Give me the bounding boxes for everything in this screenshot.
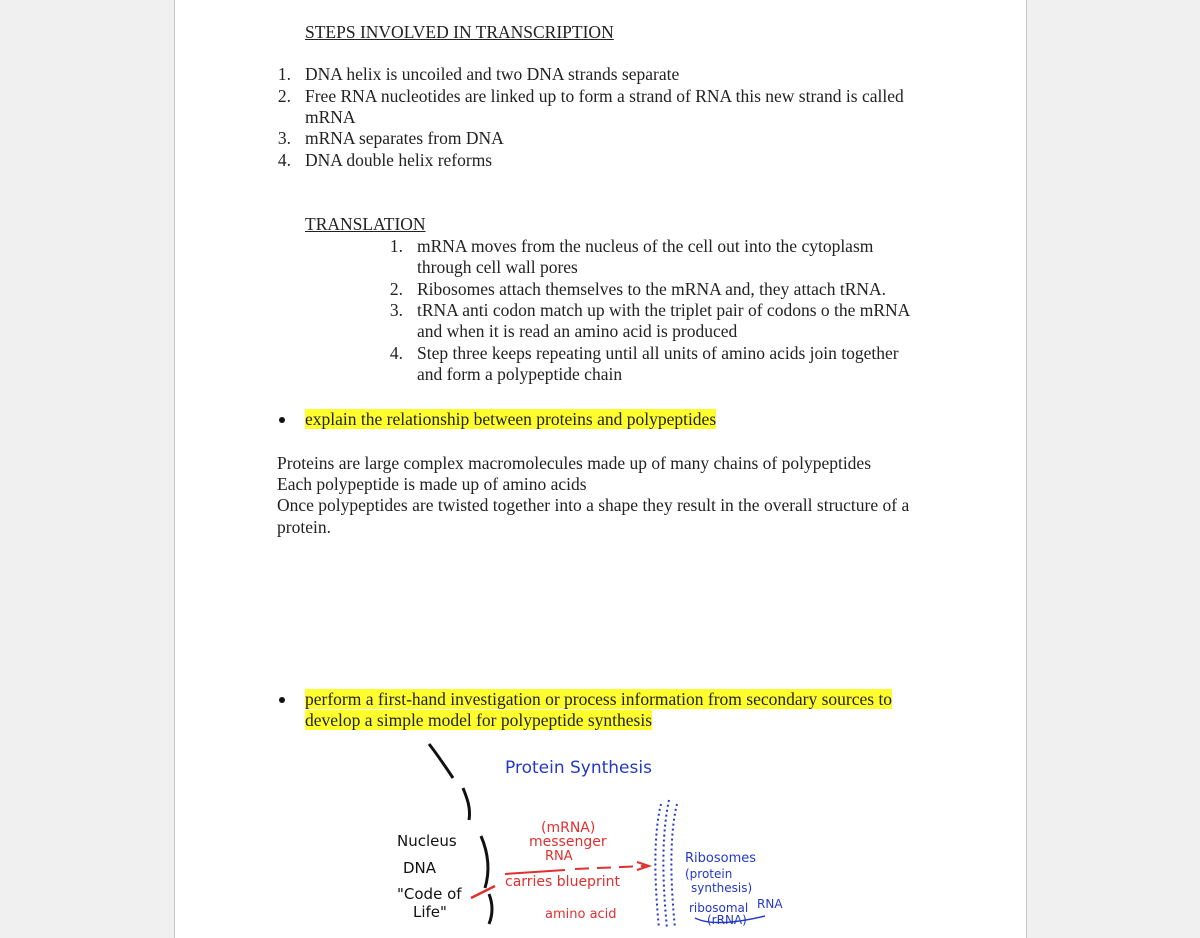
list-item: Step three keeps repeating until all units of amino acids join together: [417, 343, 899, 363]
protein-synthesis-sketch: [175, 0, 1026, 938]
sketch-label-amino-acid: amino acid: [545, 907, 617, 922]
list-number: 3.: [389, 300, 403, 320]
sketch-title: Protein Synthesis: [505, 758, 652, 778]
list-number: 1.: [277, 64, 291, 84]
sketch-label-messenger: messenger: [529, 834, 607, 850]
list-item: mRNA separates from DNA: [305, 128, 504, 148]
syllabus-dot-point: perform a first-hand investigation or process information from secondary sources to: [305, 689, 893, 709]
sketch-label-ribosomal: ribosomal: [689, 901, 749, 915]
list-number: 3.: [277, 128, 291, 148]
sketch-label-carries-blueprint: carries blueprint: [505, 874, 620, 890]
membrane-line: [663, 800, 669, 928]
list-number: 2.: [389, 279, 403, 299]
sketch-label-dna: DNA: [403, 859, 437, 877]
transcription-heading: STEPS INVOLVED IN TRANSCRIPTION: [305, 22, 614, 42]
paragraph-line: Proteins are large complex macromolecules made up of many chains of polypeptides: [277, 453, 872, 473]
list-item: mRNA moves from the nucleus of the cell out into the cytoplasm: [417, 236, 874, 256]
membrane-line: [671, 804, 677, 928]
list-item-continuation: through cell wall pores: [417, 257, 578, 277]
document-page: [174, 0, 1027, 938]
syllabus-dot-point-continuation: develop a simple model for polypeptide synthesis: [305, 710, 653, 730]
red-arrow: [575, 866, 645, 869]
list-item: DNA double helix reforms: [305, 150, 493, 170]
list-item-continuation: and form a polypeptide chain: [417, 364, 623, 384]
sketch-label-ribosomes: Ribosomes: [685, 851, 757, 866]
dna-strand: [429, 744, 453, 778]
list-item-continuation: and when it is read an amino acid is produced: [417, 321, 738, 341]
paragraph-line: Each polypeptide is made up of amino acids: [277, 474, 587, 494]
sketch-label-rna-small: RNA: [757, 897, 783, 911]
sketch-label-life: Life": [413, 903, 447, 921]
paragraph-line: protein.: [277, 517, 331, 537]
sketch-label-protein: (protein: [685, 867, 733, 881]
sketch-label-nucleus: Nucleus: [397, 832, 457, 850]
sketch-label-code-of: "Code of: [397, 885, 462, 903]
dna-strand: [481, 836, 488, 888]
list-item: DNA helix is uncoiled and two DNA strands separate: [305, 64, 680, 84]
sketch-label-mrna: (mRNA): [541, 820, 596, 836]
list-number: 4.: [389, 343, 403, 363]
list-item: Ribosomes attach themselves to the mRNA and, they attach tRNA.: [417, 279, 887, 299]
syllabus-dot-point: explain the relationship between proteins and polypeptides: [305, 409, 717, 429]
sketch-label-rna: RNA: [545, 849, 573, 864]
list-item: Free RNA nucleotides are linked up to form a strand of RNA this new strand is called: [305, 86, 904, 106]
dna-strand: [489, 894, 492, 924]
paragraph-line: Once polypeptides are twisted together into a shape they result in the overall structure of a: [277, 495, 910, 515]
list-number: 1.: [389, 236, 403, 256]
red-arrow: [471, 886, 495, 898]
sketch-label-synthesis: synthesis): [691, 881, 753, 895]
dna-strand: [463, 788, 470, 820]
list-number: 2.: [277, 86, 291, 106]
membrane-line: [655, 804, 661, 928]
list-number: 4.: [277, 150, 291, 170]
list-item: tRNA anti codon match up with the triplet pair of codons o the mRNA: [417, 300, 911, 320]
sketch-label-rrna: (rRNA): [707, 913, 747, 927]
list-item-continuation: mRNA: [305, 107, 356, 127]
translation-heading: TRANSLATION: [305, 214, 426, 234]
